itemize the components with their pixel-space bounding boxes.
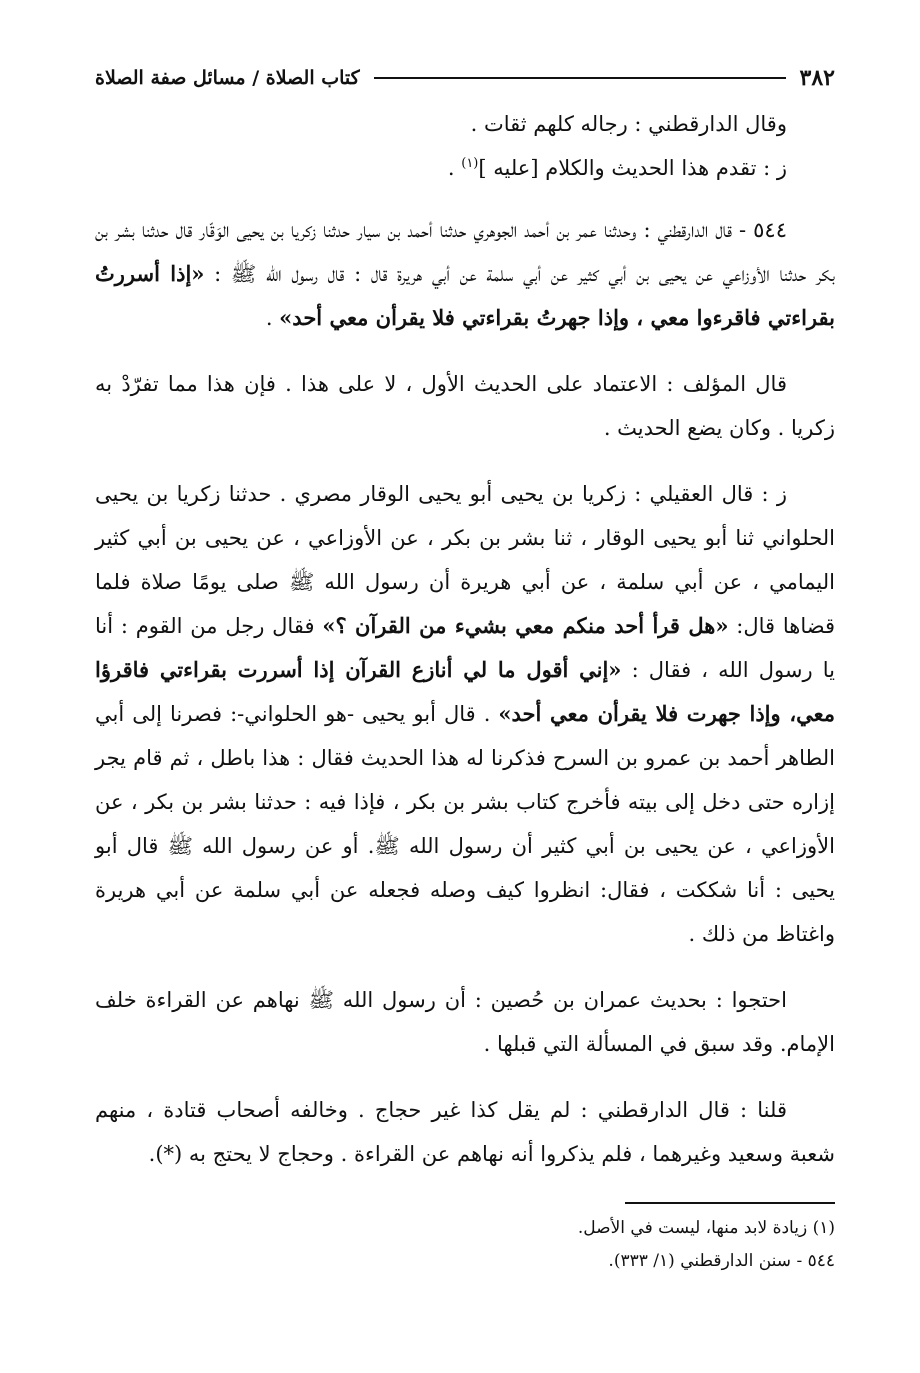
hadith-544-end: . xyxy=(265,306,280,330)
paragraph-uqayli xyxy=(95,472,835,956)
uqayli-part-e: . قال أبو يحيى -هو الحلواني-: فصرنا إلى أبي الطاهر أحمد بن عمرو بن السرح فذكرنا له هذا الحديث فقال : هذا باطل ، ثم قام يجر إزاره حتى دخل إلى بيته فأخرج كتاب بشر بن بكر ، فإذا فيه : حدثنا بشر بن بكر ، عن الأوزاعي ، عن يحيى بن أبي كثير أن رسول الله ﷺ. أو عن رسول الله ﷺ قال أبو يحيى : أنا شككت ، فقال: انظروا كيف وصله فجعله عن أبي سلمة عن أبي هريرة واغتاظ من ذلك . xyxy=(95,702,835,946)
paragraph-2-end: . xyxy=(447,156,462,180)
paragraph-2-text: ز : تقدم هذا الحديث والكلام [عليه ] xyxy=(478,156,787,180)
paragraph-hadith-544 xyxy=(95,208,835,340)
uqayli-quote-1: «هل قرأ أحد منكم معي بشيء من القرآن ؟» xyxy=(322,613,729,638)
running-title: كتاب الصلاة / مسائل صفة الصلاة xyxy=(95,67,360,89)
uqayli-part-a: ز : قال العقيلي : زكريا بن يحيى أبو يحيى الوقار مصري . حدثنا زكريا بن يحيى الحلواني ثنا أبو يحيى الوقار ، ثنا بشر بن بكر ، عن الأوزاعي ، عن يحيى بن أبي كثير اليمامي ، عن أبي سلمة ، عن أبي هريرة أن رسول الله ﷺ صلى يومًا صلاة فلما قضاها قال: xyxy=(95,482,835,638)
uqayli-quote-2: «إني أقول ما لي أنازع القرآن إذا أسررت بقراءتي فاقرؤا معي، وإذا جهرت فلا يقرأن معي أحد» xyxy=(95,657,835,726)
paragraph-author-note: قال المؤلف : الاعتماد على الحديث الأول ، لا على هذا . فإن هذا مما تفرّدْ به زكريا . وكان يضع الحديث . xyxy=(95,372,835,440)
footnote-1: (١) زيادة لابد منها، ليست في الأصل. xyxy=(577,1218,835,1238)
header-rule xyxy=(374,77,786,79)
hadith-544-isnad: ٥٤٤ - قال الدارقطني : وحدثنا عمر بن أحمد الجوهري حدثنا أحمد بن سيار حدثنا زكريا بن يحيى الوَقّار قال حدثنا بشر بن بكر حدثنا الأوزاعي عن يحيى بن أبي كثير عن أبي سلمة عن أبي هريرة قال : قال رسول الله ﷺ : xyxy=(95,218,836,286)
page-number: ٣٨٢ xyxy=(799,65,835,91)
page-content xyxy=(95,60,835,1176)
paragraph-argument: احتجوا : بحديث عمران بن حُصين : أن رسول الله ﷺ نهاهم عن القراءة خلف الإمام. وقد سبق في المسألة التي قبلها . xyxy=(95,988,835,1056)
paragraph-reply: قلنا : قال الدارقطني : لم يقل كذا غير حجاج . وخالفه أصحاب قتادة ، منهم شعبة وسعيد وغيرهما ، فلم يذكروا أنه نهاهم عن القراءة . وحجاج لا يحتج به (*). xyxy=(95,1098,835,1166)
footnote-rule xyxy=(625,1202,835,1204)
footnote-ref-1: (١) xyxy=(461,156,479,171)
uqayli-part-c: فقال رجل من القوم : أنا يا رسول الله ، فقال : xyxy=(95,614,835,682)
paragraph-1: وقال الدارقطني : رجاله كلهم ثقات . xyxy=(470,112,787,136)
paragraph-2 xyxy=(95,146,835,190)
footnotes xyxy=(95,1212,835,1278)
page-header xyxy=(95,60,835,96)
hadith-544-matn: «إذا أسررتُ بقراءتي فاقرءوا معي ، وإذا جهرتُ بقراءتي فلا يقرأن معي أحد» xyxy=(95,261,835,330)
footnote-2: ٥٤٤ - سنن الدارقطني (١/ ٣٣٣). xyxy=(608,1251,835,1271)
